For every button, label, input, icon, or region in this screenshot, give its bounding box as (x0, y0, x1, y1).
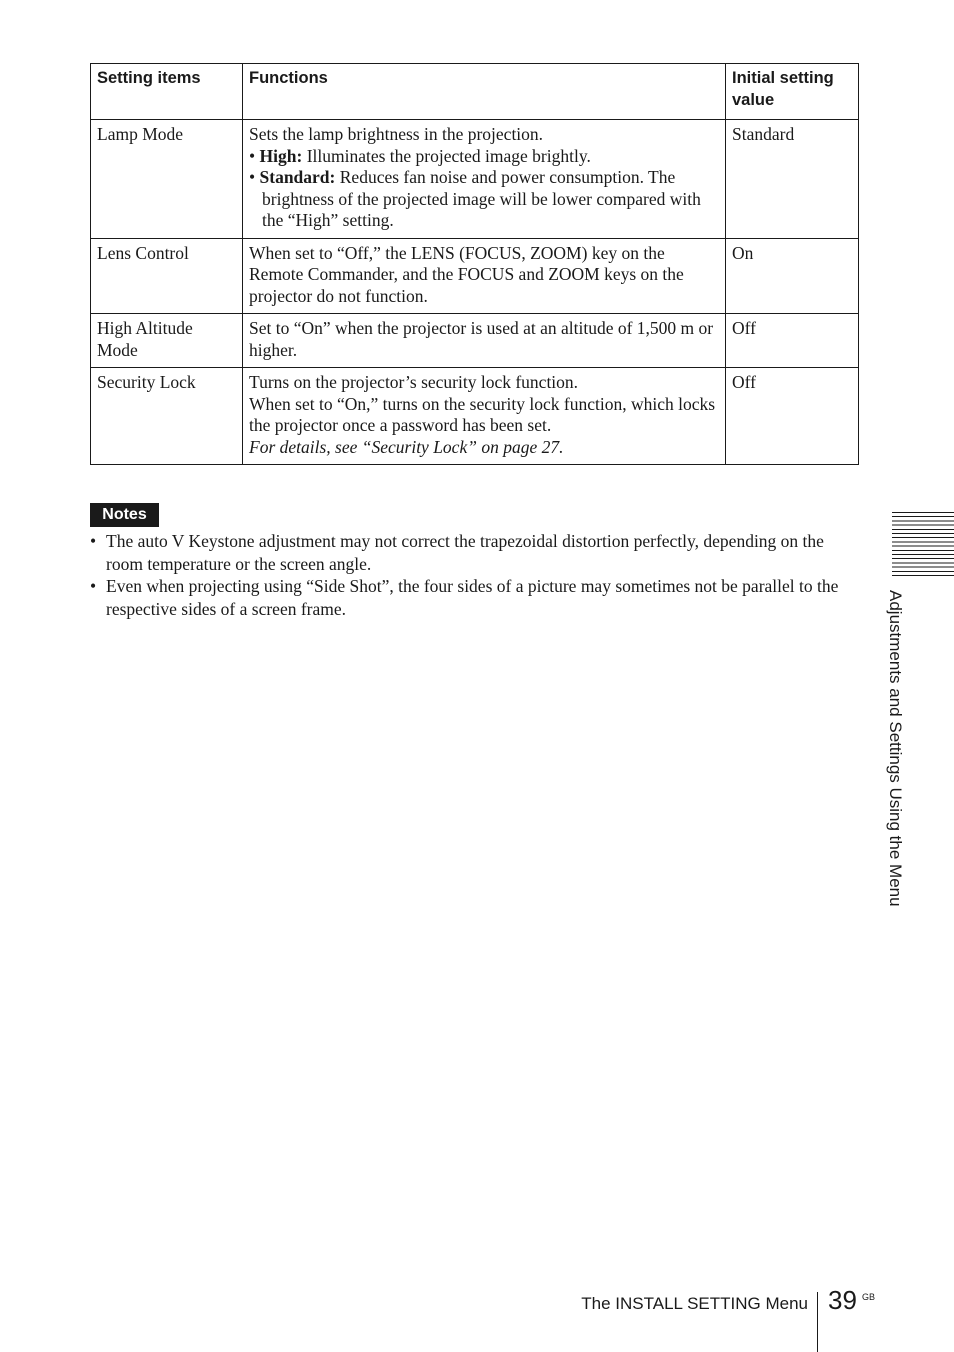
cell-value: Off (726, 314, 859, 368)
function-text: Sets the lamp brightness in the projection. (249, 124, 544, 144)
side-tab-stripes (892, 512, 954, 578)
footer-divider (817, 1292, 818, 1352)
cell-item: Security Lock (91, 368, 243, 465)
cell-value: Standard (726, 120, 859, 239)
function-text: Set to “On” when the projector is used at an altitude of 1,500 m or higher. (249, 318, 714, 360)
bullet-text: Illuminates the projected image brightly. (302, 145, 591, 166)
cell-value: On (726, 238, 859, 314)
table-row (91, 314, 859, 368)
function-text: When set to “On,” turns on the security lock function, which locks the projector once a password has been set. (249, 393, 716, 435)
table-row (91, 368, 859, 465)
bullet-text: Reduces fan noise and power consumption. The brightness of the projected image will be lower compared with the “High” setting. (262, 167, 701, 230)
bullet-item: • Standard: Reduces fan noise and power consumption. The brightness of the projected image will be lower compared with the “High” setting. (249, 167, 701, 230)
notes-list (90, 530, 860, 620)
function-text: When set to “Off,” the LENS (FOCUS, ZOOM) key on the Remote Commander, and the FOCUS and ZOOM keys on the projector do not function. (249, 242, 684, 306)
cell-item: Lamp Mode (91, 120, 243, 239)
table-header-row (91, 64, 859, 120)
function-text: Turns on the projector’s security lock function. (249, 372, 579, 392)
header-functions: Functions (243, 64, 726, 120)
cell-value: Off (726, 368, 859, 465)
table-row (91, 238, 859, 314)
side-tab-label: Adjustments and Settings Using the Menu (886, 590, 905, 907)
header-setting-items: Setting items (91, 64, 243, 120)
page-language-suffix: GB (862, 1292, 876, 1302)
note-item: • Even when projecting using “Side Shot”, the four sides of a picture may sometimes not be parallel to the respective sides of a screen frame. (90, 575, 860, 620)
page-number: 39 (828, 1285, 857, 1315)
note-item: • The auto V Keystone adjustment may not correct the trapezoidal distortion perfectly, depending on the room temperature or the screen angle. (90, 530, 860, 575)
footer-section-title: The INSTALL SETTING Menu (581, 1294, 808, 1313)
cell-item: Lens Control (91, 238, 243, 314)
settings-table (90, 63, 859, 465)
table-row (91, 120, 859, 239)
bullet-item: • High: Illuminates the projected image brightly. (249, 145, 591, 166)
cell-functions (243, 368, 726, 465)
bullet-term: Standard: (259, 167, 336, 187)
cell-item: High Altitude Mode (91, 314, 243, 368)
cell-functions (243, 120, 726, 239)
cell-functions (243, 314, 726, 368)
cross-reference: For details, see “Security Lock” on page 27. (249, 436, 564, 457)
notes-label: Notes (90, 503, 159, 527)
bullet-term: High: (259, 145, 303, 166)
cell-functions (243, 238, 726, 314)
header-initial-value: Initial setting value (726, 64, 859, 120)
